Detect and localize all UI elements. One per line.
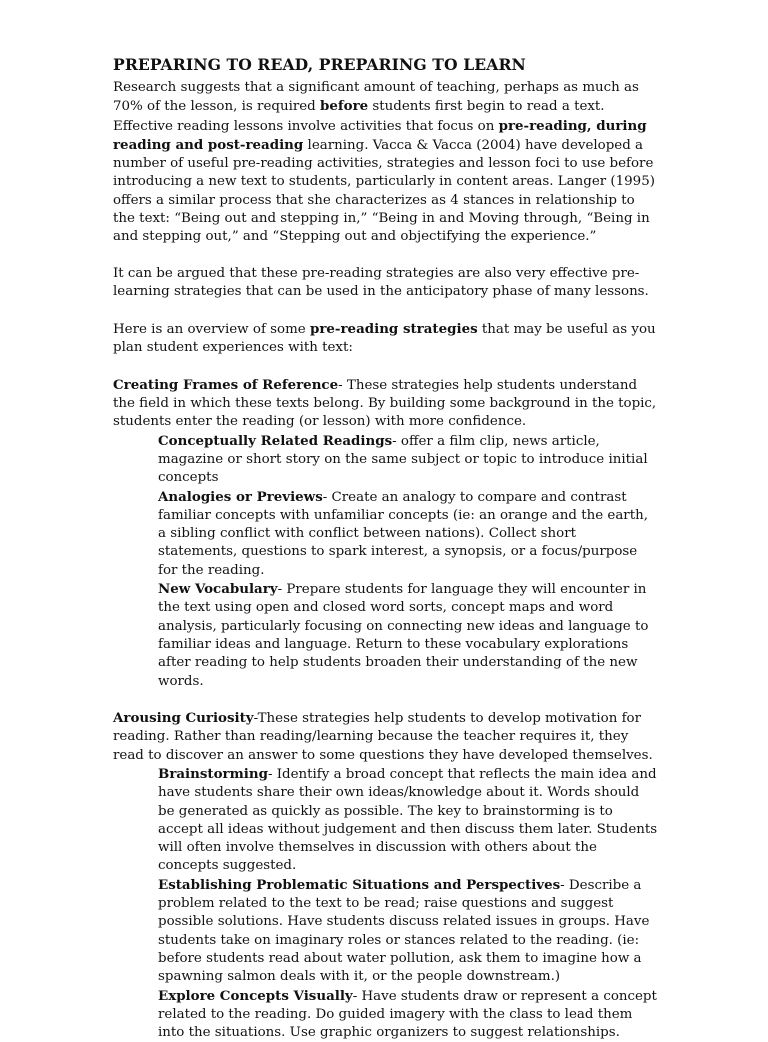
section-text: -These strategies help students to develop motivation for reading. Rather than reading/learning because the teacher requires it, they read to discover an answer to some questions they have developed themselves. [113, 711, 653, 763]
item-heading: Establishing Problematic Situations and Perspectives [158, 876, 561, 893]
item-heading: Explore Concepts Visually [158, 987, 353, 1004]
item-analogies-or-previews [113, 488, 658, 580]
item-text: - Describe a problem related to the text to be read; raise questions and suggest possible solutions. Have students discuss related issues in groups. Have students take on imaginary roles or stances related to the reading. (ie: before students read about water pollution, ask them to imagine how a spawning salmon deals with it, or the people downstream.) [158, 877, 650, 985]
item-heading: Conceptually Related Readings [158, 432, 393, 449]
item-text: - offer a film clip, news article, magazine or short story on the same subject or topic to introduce initial concepts [158, 433, 648, 486]
item-text: - Identify a broad concept that reflects the main idea and have students share their own ideas/knowledge about it. Words should be generated as quickly as possible. The key to brainstorming is to accept all ideas without judgement and then discuss them later. Students will often involve themselves in discussion with others about the concepts suggested. [158, 766, 658, 874]
section-heading: Creating Frames of Reference [113, 376, 339, 393]
item-heading: New Vocabulary [158, 581, 278, 598]
paragraph-gap [113, 247, 658, 265]
section-heading: Arousing Curiosity [113, 710, 254, 727]
item-text: - Create an analogy to compare and contrast familiar concepts with unfamiliar concepts (ie: an orange and the earth, a sibling conflict with conflict between nations). Collect short statements, questions to spark interest, a synopsis, or a focus/purpose for the reading. [158, 489, 648, 578]
paragraph-gap [113, 357, 658, 375]
item-explore-concepts-visually [113, 987, 658, 1042]
intro-text-2: students first begin to read a text. Effective reading lessons involve activities that focus on [113, 99, 605, 134]
section-frames-of-reference [113, 376, 658, 432]
intro-text-3: learning. Vacca & Vacca (2004) have developed a number of useful pre-reading activities, strategies and lesson foci to use before introducing a new text to students, particularly in content areas. Langer (1995) offers a similar process that she characterizes as 4 stances in relationship to the text: “Being out and stepping in,” “Being in and Moving through, “Being in and stepping out,” and “Stepping out and objectifying the experience.” [113, 137, 655, 245]
intro-paragraph [113, 79, 658, 247]
pre-learning-paragraph: It can be argued that these pre-reading strategies are also very effective pre-learning strategies that can be used in the anticipatory phase of many lessons. [113, 265, 649, 300]
item-heading: Analogies or Previews [158, 488, 323, 505]
intro-text-1: Research suggests that a significant amount of teaching, perhaps as much as 70% of the lesson, is required [113, 80, 639, 115]
document-page [113, 55, 658, 1042]
section-arousing-curiosity [113, 709, 658, 765]
item-heading: Brainstorming [158, 765, 268, 782]
item-brainstorming [113, 765, 658, 876]
item-text: - Prepare students for language they will encounter in the text using open and closed word sorts, concept maps and word analysis, particularly focusing on connecting new ideas and language to familiar ideas and language. Return to these vocabulary explorations after reading to help students broaden their understanding of the new words. [158, 582, 649, 689]
item-problematic-situations [113, 876, 658, 987]
paragraph-gap [113, 302, 658, 320]
item-text: - Have students draw or represent a concept related to the reading. Do guided imagery with the class to lead them into the situations. Use graphic organizers to suggest relationships. [158, 988, 657, 1041]
overview-text-2: that may be useful as you plan student experiences with text: [113, 321, 656, 356]
intro-emphasis-before: before [320, 98, 369, 115]
intro-emphasis-phases: pre-reading, during reading and post-reading [113, 117, 647, 153]
document-title: PREPARING TO READ, PREPARING TO LEARN [113, 55, 526, 74]
item-conceptually-related-readings [113, 432, 658, 488]
item-new-vocabulary [113, 580, 658, 691]
paragraph-gap [113, 691, 658, 709]
overview-emphasis: pre-reading strategies [310, 320, 478, 337]
section-text: - These strategies help students understand the field in which these texts belong. By building some background in the topic, students enter the reading (or lesson) with more confidence. [113, 377, 657, 430]
overview-text-1: Here is an overview of some [113, 321, 310, 337]
overview-paragraph [113, 320, 658, 358]
